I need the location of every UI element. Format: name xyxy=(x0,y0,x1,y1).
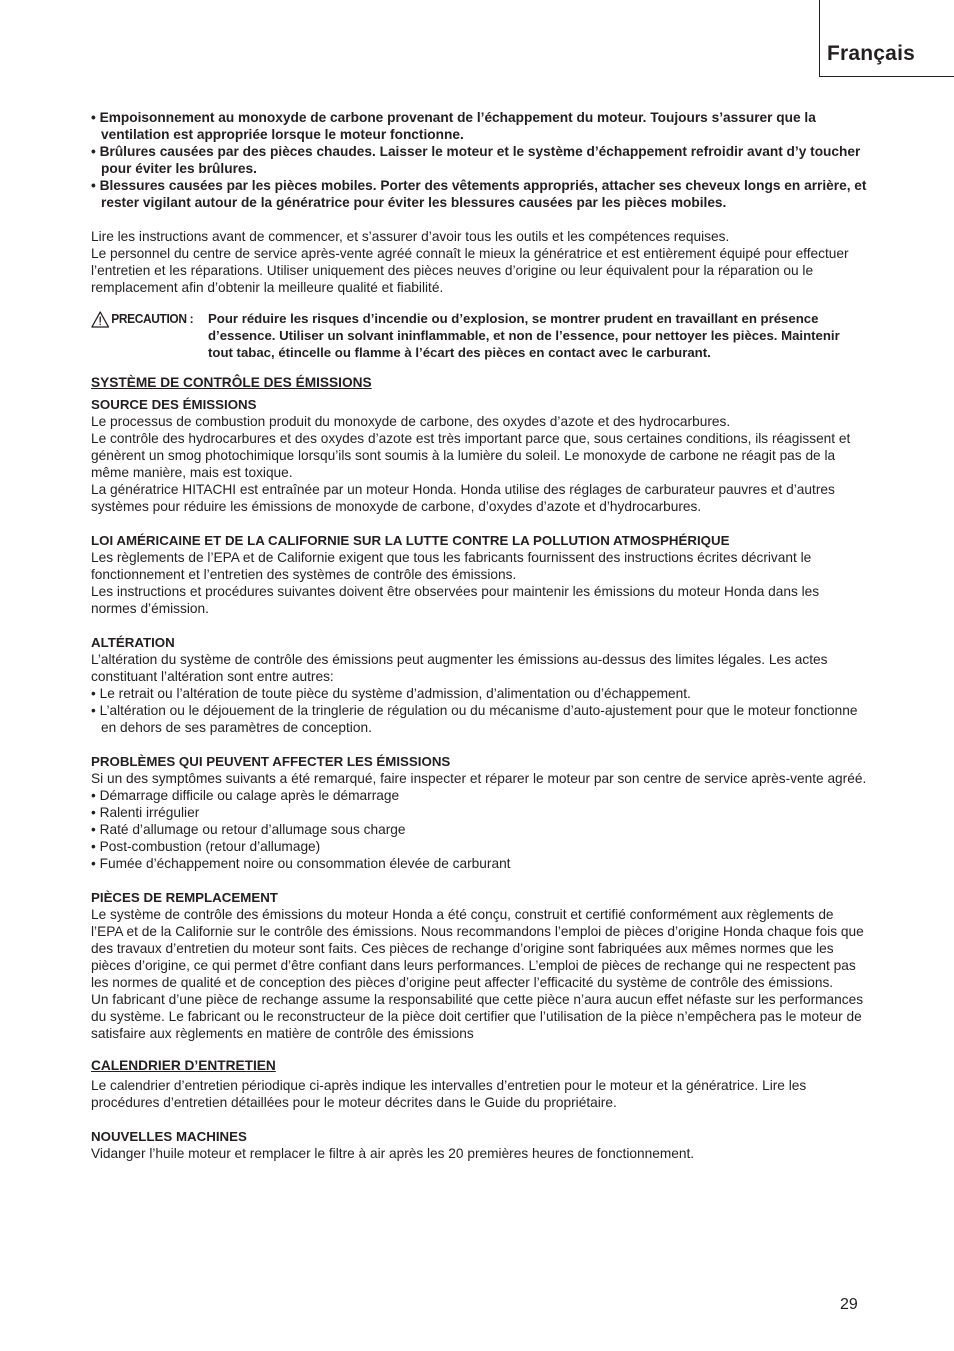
emissions-title: SYSTÈME DE CONTRÔLE DES ÉMISSIONS xyxy=(91,375,372,390)
problem-item: • Raté d’allumage ou retour d’allumage sous charge xyxy=(91,821,867,838)
intro-paragraph: Le personnel du centre de service après-vente agréé connaît le mieux la génératrice et est entièrement équipé pour effectuer l’entretien et les réparations. Utiliser uniquement des pièces neuves d’origine ou leur équivalent pour la réparation ou le remplacement afin d’obtenir la meilleure qualité et fiabilité. xyxy=(91,246,849,295)
precaution-box xyxy=(91,310,867,361)
language-tab xyxy=(819,0,954,77)
hazard-item: • Blessures causées par les pièces mobiles. Porter des vêtements appropriés, attacher ses cheveux longs en arrière, et rester vigilant autour de la génératrice pour éviter les blessures causées par les pièces mobiles. xyxy=(91,177,867,211)
law-paragraph: Les instructions et procédures suivantes doivent être observées pour maintenir les émissions du moteur Honda dans les normes d’émission. xyxy=(91,584,820,616)
problem-item: • Ralenti irrégulier xyxy=(91,804,867,821)
problem-item: • Post-combustion (retour d’allumage) xyxy=(91,838,867,855)
maintenance-title: CALENDRIER D’ENTRETIEN xyxy=(91,1058,276,1073)
hazard-list xyxy=(91,109,867,211)
tampering-heading: ALTÉRATION xyxy=(91,635,175,650)
problems-intro: Si un des symptômes suivants a été remarqué, faire inspecter et réparer le moteur par son centre de service après-vente agréé. xyxy=(91,771,867,786)
problems-heading: PROBLÈMES QUI PEUVENT AFFECTER LES ÉMISSIONS xyxy=(91,754,451,769)
source-paragraph: La génératrice HITACHI est entraînée par un moteur Honda. Honda utilise des réglages de carburateur pauvres et d’autres systèmes pour réduire les émissions de monoxyde de carbone, d’oxydes d’azote et d’hydrocarbures. xyxy=(91,482,835,514)
intro-section xyxy=(91,228,867,296)
parts-paragraph: Le système de contrôle des émissions du moteur Honda a été conçu, construit et certifié conformément aux règlements de l’EPA et de la Californie sur le contrôle des émissions. Nous recommandons l’emploi de pièces d’origine Honda chaque fois que des travaux d’entretien du moteur sont faits. Ces pièces de rechange d’origine sont fabriquées aux mêmes normes que les pièces d’origine, ce qui permet d’être confiant dans leurs performances. L’emploi de pièces de rechange qui ne respectent pas les normes de qualité et de conception des pièces d’origine peut affecter l’efficacité du système de contrôle des émissions. xyxy=(91,907,864,990)
page-number: 29 xyxy=(840,1296,858,1313)
language-label: Français xyxy=(827,42,915,65)
warning-icon xyxy=(91,311,109,328)
law-heading: LOI AMÉRICAINE ET DE LA CALIFORNIE SUR LA LUTTE CONTRE LA POLLUTION ATMOSPHÉRIQUE xyxy=(91,533,730,548)
problem-item: • Fumée d’échappement noire ou consommation élevée de carburant xyxy=(91,855,867,872)
precaution-text: Pour réduire les risques d’incendie ou d’explosion, se montrer prudent en travaillant en présence d’essence. Utiliser un solvant ininflammable, et non de l’essence, pour nettoyer les pièces. Maintenir tout tabac, étincelle ou flamme à l’écart des pièces en contact avec le carburant. xyxy=(208,311,840,360)
tampering-item: • Le retrait ou l’altération de toute pièce du système d’admission, d’alimentation ou d’échappement. xyxy=(91,685,867,702)
precaution-label: PRECAUTION : xyxy=(111,311,194,326)
hazard-item: • Brûlures causées par des pièces chaudes. Laisser le moteur et le système d’échappement refroidir avant d’y toucher pour éviter les brûlures. xyxy=(91,143,867,177)
maintenance-intro: Le calendrier d’entretien périodique ci-après indique les intervalles d’entretien pour le moteur et la génératrice. Lire les procédures d’entretien détaillées pour le moteur décrites dans le Guide du propriétaire. xyxy=(91,1078,807,1110)
source-heading: SOURCE DES ÉMISSIONS xyxy=(91,397,257,412)
law-paragraph: Les règlements de l’EPA et de Californie exigent que tous les fabricants fournissent des instructions écrites décrivant le fonctionnement et l’entretien des systèmes de contrôle des émissions. xyxy=(91,550,812,582)
source-paragraph: Le contrôle des hydrocarbures et des oxydes d’azote est très important parce que, sous certaines conditions, ils réagissent et génèrent un smog photochimique lorsqu’ils sont soumis à la lumière du soleil. Le monoxyde de carbone ne réagit pas de la même manière, mais est toxique. xyxy=(91,431,851,480)
precaution-label-group xyxy=(91,310,199,361)
page-content xyxy=(91,109,867,1162)
problem-item: • Démarrage difficile ou calage après le démarrage xyxy=(91,787,867,804)
source-paragraph: Le processus de combustion produit du monoxyde de carbone, des oxydes d’azote et des hydrocarbures. xyxy=(91,414,731,429)
new-machines-heading: NOUVELLES MACHINES xyxy=(91,1129,247,1144)
tampering-item: • L’altération ou le déjouement de la tringlerie de régulation ou du mécanisme d’auto-ajustement pour que le moteur fonctionne en dehors de ses paramètres de conception. xyxy=(91,702,867,736)
new-machines-text: Vidanger l’huile moteur et remplacer le filtre à air après les 20 premières heures de fonctionnement. xyxy=(91,1146,695,1161)
intro-paragraph: Lire les instructions avant de commencer, et s’assurer d’avoir tous les outils et les compétences requises. xyxy=(91,229,730,244)
parts-heading: PIÈCES DE REMPLACEMENT xyxy=(91,890,278,905)
tampering-intro: L’altération du système de contrôle des émissions peut augmenter les émissions au-dessus des limites légales. Les actes constituant l’altération sont entre autres: xyxy=(91,652,828,684)
parts-paragraph: Un fabricant d’une pièce de rechange assume la responsabilité que cette pièce n’aura aucun effet néfaste sur les performances du système. Le fabricant ou le reconstructeur de la pièce doit certifier que l’utilisation de la pièce n’empêchera pas le moteur de satisfaire aux règlements en matière de contrôle des émissions xyxy=(91,992,864,1041)
hazard-item: • Empoisonnement au monoxyde de carbone provenant de l’échappement du moteur. Toujours s’assurer que la ventilation est appropriée lorsque le moteur fonctionne. xyxy=(91,109,867,143)
